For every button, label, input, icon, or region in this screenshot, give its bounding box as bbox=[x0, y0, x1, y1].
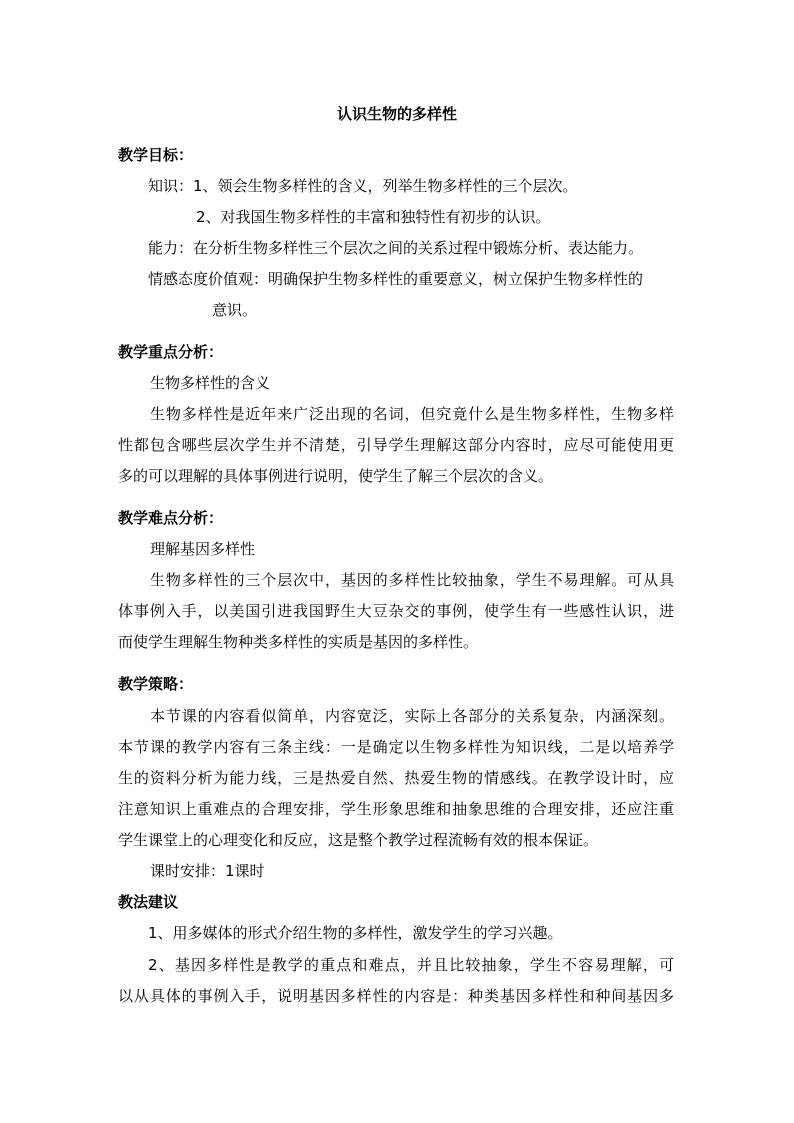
objectives-emotion-line-2: 意识。 bbox=[212, 301, 258, 319]
key-points-line-2: 性都包含哪些层次学生并不清楚，引导学生理解这部分内容时，应尽可能使用更 bbox=[118, 436, 674, 454]
methods-heading: 教法建议 bbox=[118, 893, 179, 911]
strategy-line-5: 学生课堂上的心理变化和反应，这是整个教学过程流畅有效的根本保证。 bbox=[118, 831, 599, 849]
difficult-points-line-1: 生物多样性的三个层次中，基因的多样性比较抽象，学生不易理解。可从具 bbox=[150, 571, 674, 589]
key-points-heading: 教学重点分析： bbox=[118, 343, 224, 361]
methods-item-2-line-1: 2、基因多样性是教学的重点和难点，并且比较抽象，学生不容易理解，可 bbox=[148, 956, 674, 974]
difficult-points-line-3: 而使学生理解生物种类多样性的实质是基因的多样性。 bbox=[118, 633, 479, 651]
key-points-line-1: 生物多样性是近年来广泛出现的名词，但究竟什么是生物多样性，生物多样 bbox=[150, 405, 674, 423]
strategy-line-2: 本节课的教学内容有三条主线：一是确定以生物多样性为知识线，二是以培养学 bbox=[118, 738, 674, 756]
key-points-line-3: 多的可以理解的具体事例进行说明，使学生了解三个层次的含义。 bbox=[118, 467, 554, 485]
key-points-subtitle: 生物多样性的含义 bbox=[150, 374, 271, 392]
objectives-heading: 教学目标： bbox=[118, 146, 194, 164]
strategy-heading: 教学策略： bbox=[118, 675, 194, 693]
difficult-points-heading: 教学难点分析： bbox=[118, 509, 224, 527]
class-schedule: 课时安排：1课时 bbox=[150, 862, 265, 880]
difficult-points-line-2: 体事例入手，以美国引进我国野生大豆杂交的事例，使学生有一些感性认识，进 bbox=[118, 602, 674, 620]
objectives-knowledge-1: 知识：1、领会生物多样性的含义，列举生物多样性的三个层次。 bbox=[148, 177, 578, 195]
methods-item-2-line-2: 以从具体的事例入手，说明基因多样性的内容是：种类基因多样性和种间基因多 bbox=[118, 987, 674, 1005]
methods-item-1: 1、用多媒体的形式介绍生物的多样性，激发学生的学习兴趣。 bbox=[148, 924, 563, 942]
objectives-emotion-line-1: 情感态度价值观：明确保护生物多样性的重要意义，树立保护生物多样性的 bbox=[148, 270, 644, 288]
document-title: 认识生物的多样性 bbox=[336, 105, 457, 123]
strategy-line-4: 注意知识上重难点的合理安排，学生形象思维和抽象思维的合理安排，还应注重 bbox=[118, 800, 674, 818]
objectives-knowledge-2: 2、对我国生物多样性的丰富和独特性有初步的认识。 bbox=[196, 208, 551, 226]
strategy-line-3: 生的资料分析为能力线，三是热爱自然、热爱生物的情感线。在教学设计时，应 bbox=[118, 769, 674, 787]
difficult-points-subtitle: 理解基因多样性 bbox=[150, 540, 256, 558]
objectives-ability: 能力：在分析生物多样性三个层次之间的关系过程中锻炼分析、表达能力。 bbox=[148, 239, 644, 257]
strategy-line-1: 本节课的内容看似简单，内容宽泛，实际上各部分的关系复杂，内涵深刻。 bbox=[150, 707, 674, 725]
